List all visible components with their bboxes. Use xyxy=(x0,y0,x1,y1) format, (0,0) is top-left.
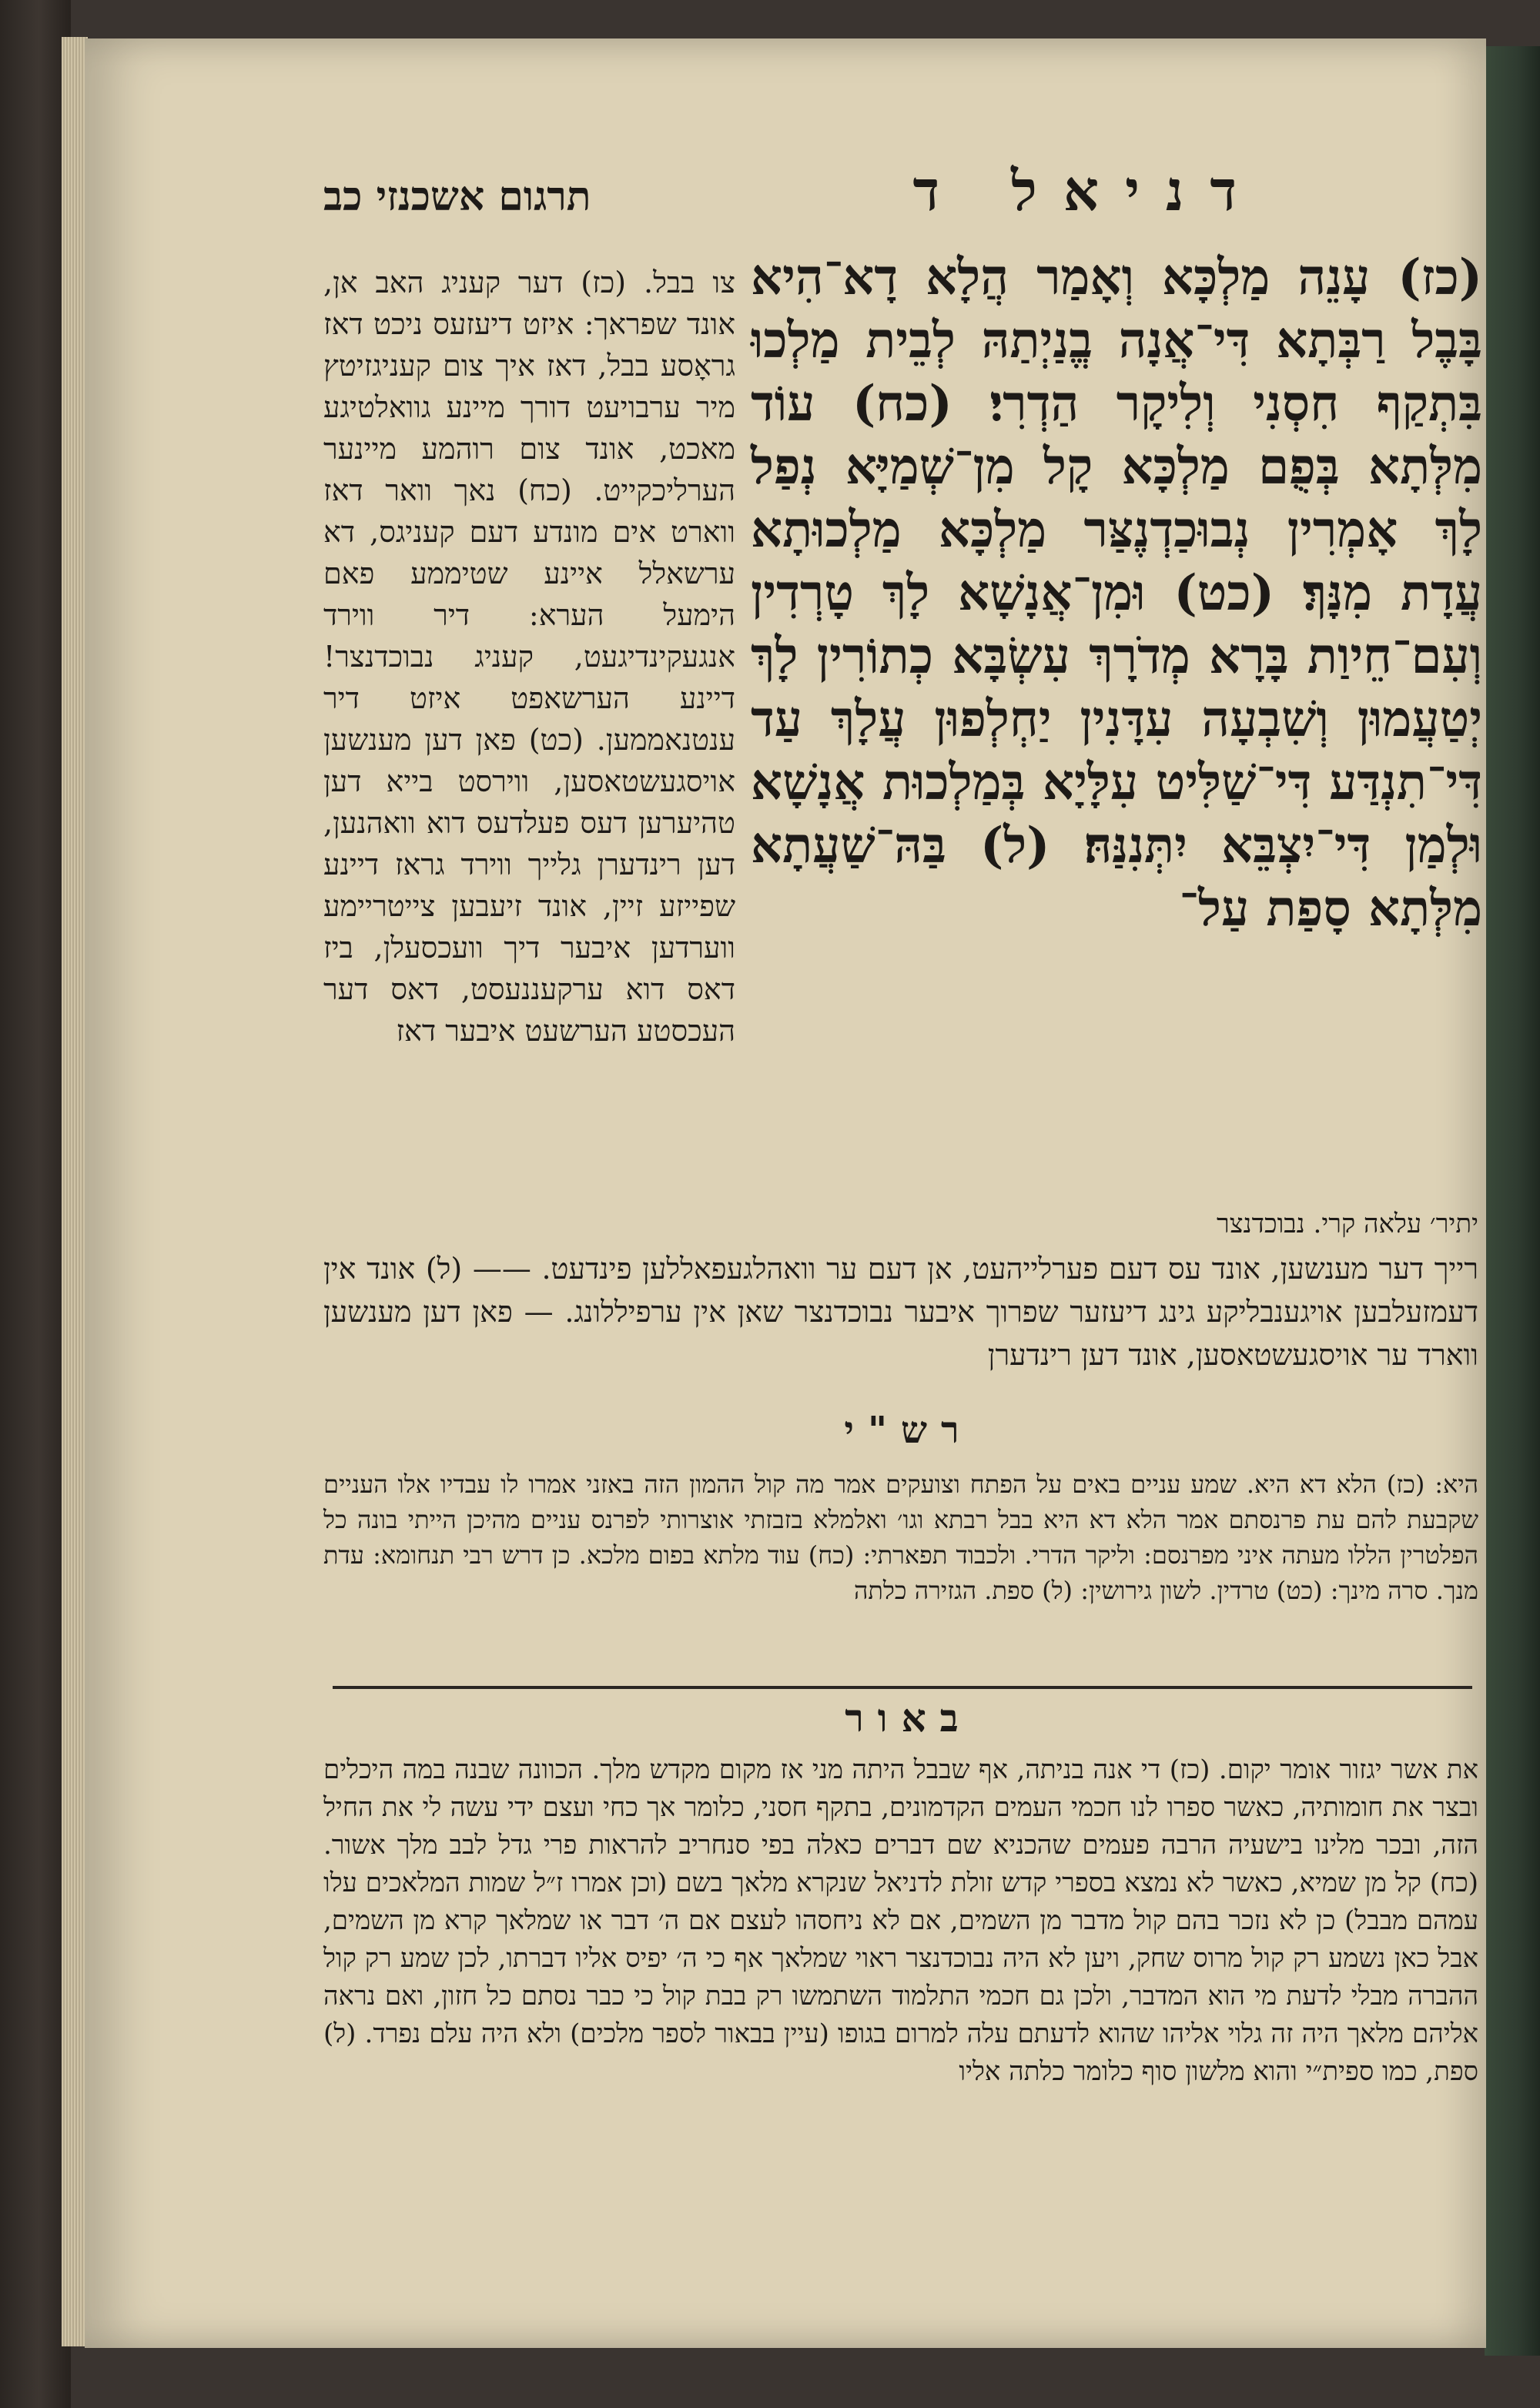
section-divider xyxy=(333,1686,1472,1689)
aramaic-text-column xyxy=(751,246,1482,941)
biur-commentary xyxy=(323,1751,1478,2091)
catchword-note: יתיר׳ עלאה קרי. נבוכדנצר xyxy=(1217,1209,1478,1239)
rashi-text: היא: (כז) הלא דא היא. שמע עניים באים על הפתח וצועקים אמר מה קול ההמון הזה באזני אמרו לו עבדיו אלו העניים שקבעת להם עת פרנסתם אמר הלא דא היא בבל רבתא וגו׳ ואלמלא בזבזתי אוצרותי לפרנס עניים מהיכן הייתי בונה כל הפלטרין הללו מעתה איני מפרנסם: וליקר הדרי. ולכבוד תפארתי: (כח) עוד מלתא בפום מלכא. כן דרש רבי תנחומא: עדת מנך. סרה מינך: (כט) טרדין. לשון גירושין: (ל) ספת. הגזירה כלתה xyxy=(323,1470,1479,1605)
biur-text: את אשר יגזור אומר יקום. (כז) די אנה בניתה, אף שבבל היתה מני אז מקום מקדש מלך. הכוונה שבנה במה היכלים ובצר את חומותיה, כאשר ספרו לנו חכמי העמים הקדמונים, בתקף חסני, כלומר אך כחי ועצם ידי עשה לי את החיל הזה, ובכר מלינו בישעיה הרבה פעמים שהכניא שם דברים כאלה בפי סנחריב להראות פרי גדל לבב מלך אשור. (כח) קל מן שמיא, כאשר לא נמצא בספרי קדש זולת לדניאל שנקרא מלאך בשם (וכן אמרו ז״ל שמות המלאכים עלו עמהם מבבל) כן לא נזכר בהם קול מדבר מן השמים, אם לא ניחסהו לעצם אם ה׳ דבר או שמלאך קרא מן השמים, אבל כאן נשמע רק קול מרוס שחק, ויען לא היה נבוכדנצר ראוי שמלאך אף כי ה׳ יפיס אליו דברתו, לכן שמע רק קול ההברה מבלי לדעת מי הוא המדבר, ולכן גם חכמי התלמוד השתמשו רק בבת קול כי כבר נסתם כל חזון, ואם נראה אליהם מלאך היה זה גלוי אליהו שהוא לדעתם עלה למרום בגופו (עיין בבאור לספר מלכים) ולא היה עלם נפרד. (ל) ספת, כמו ספית״י והוא מלשון סוף כלומר כלתה אליו xyxy=(323,1754,1478,2087)
running-header-translation: תרגום אשכנזי כב xyxy=(323,173,591,220)
rashi-commentary xyxy=(323,1467,1478,1608)
book-cover-left xyxy=(0,0,71,2408)
translation-column xyxy=(323,262,735,1052)
page-edge xyxy=(62,37,88,2346)
book-cover-right xyxy=(1485,46,1540,2356)
biur-heading: באור xyxy=(845,1695,973,1741)
aramaic-text: (כז) עָנֵה מַלְכָּא וְאָמַר הֲלָא דָא־הִיא בָּבֶל רַבְּתָא דִּי־אֲנָה בֱנַיְתַהּ לְבֵית מַלְכוּ בִּתְקַף חִסְנִי וְלִיקָר הַדְרִי׃ (כח) עוֹד מִלְּתָא בְּפֻם מַלְכָּא קָל מִן־שְׁמַיָּא נְפַל לָךְ אָמְרִין נְבוּכַדְנֶצַּר מַלְכָּא מַלְכוּתָא עֲדָת מִנָּךְ׃ (כט) וּמִן־אֲנָשָׁא לָךְ טָרְדִין וְעִם־חֵיוַת בָּרָא מְדֹרָךְ עִשְׂבָּא כְתוֹרִין לָךְ יְטַעֲמוּן וְשִׁבְעָה עִדָּנִין יַחְלְפוּן עֲלָךְ עַד דִּי־תִנְדַּע דִּי־שַׁלִּיט עִלָּיָא בְּמַלְכוּת אֲנָשָׁא וּלְמַן דִּי־יִצְבֵּא יִתְּנִנַּהּ׃ (ל) בַּהּ־שַׁעֲתָא מִלְּתָא סָפַת עַל־ xyxy=(751,249,1482,938)
running-header-book-chapter: דניאל ד xyxy=(912,158,1263,223)
translation-text: צו בבל. (כז) דער קעניג האב אן, אונד שפראך: איזט דיעזעס ניכט דאז גראָסע בבל, דאז איך צום קעניגזיטץ מיר ערבויעט דורך מיינע גוואלטיגע מאכט, אונד צום רוהמע מיינער הערליכקייט. (כח) נאך וואר דאז ווארט אים מונדע דעם קעניגס, דא ערשאלל איינע שטיממע פאם הימעל הערא: דיר ווירד אנגעקינדיגעט, קעניג נבוכדנצר! דיינע הערשאפט איזט דיר ענטנאממען. (כט) פאן דען מענשען אויסגעשטאסען, ווירסט בייא דען טהיערען דעס פעלדעס דוא וואהנען, דען רינדערן גלייך ווירד גראז דיינע שפייזע זיין, אונד זיעבען צייטריימע ווערדען איבער דיך וועכסעלן, ביז דאס דוא ערקעננעסט, דאס דער העכסטע הערשעט איבער דאז xyxy=(323,266,735,1048)
rashi-heading: רש"י xyxy=(844,1409,973,1452)
translation-continuation-text: רייך דער מענשען, אונד עס דעם פערלייהעט, אן דעם ער וואהלגעפאללען פינדעט. —— (ל) אונד אין דעמזעלבען אויגענבליקע גינג דיעזער שפרוך איבער נבוכדנצר שאן אין ערפיללונג. — פאן דען מענשען ווארד ער אויסגעשטאסען, אונד דען רינדערן xyxy=(323,1252,1478,1372)
translation-continuation xyxy=(323,1247,1478,1376)
